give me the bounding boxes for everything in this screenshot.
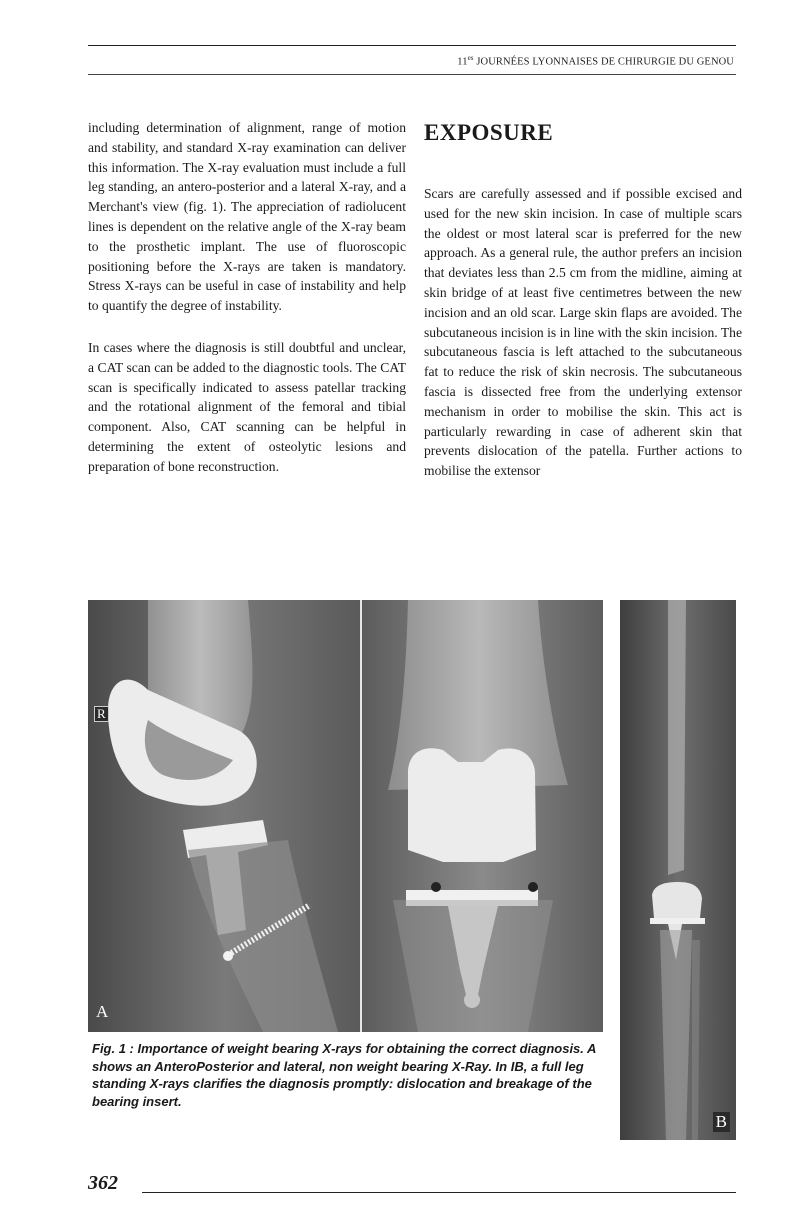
header-rule-bottom <box>88 74 736 75</box>
footer-rule <box>142 1192 736 1193</box>
page-number: 362 <box>88 1172 118 1194</box>
figure-caption: Fig. 1 : Importance of weight bearing X-rays for obtaining the correct diagnosis. A shows an AnteroPosterior and lateral, non weight bearing X-Ray. In IB, a full leg standing X-rays clarifies the diagnosis promptly: dislocation and breakage of the bearing insert. <box>92 1041 596 1109</box>
xray-illustration-a <box>88 600 603 1032</box>
header-rule-top <box>88 45 736 46</box>
figure-label-b: B <box>713 1112 730 1132</box>
xray-image-b <box>620 600 736 1140</box>
xray-image-a <box>88 600 603 1032</box>
right-column <box>424 118 742 481</box>
figure-label-a: A <box>96 1002 109 1021</box>
xray-illustration-b <box>620 600 736 1140</box>
left-paragraph-1: including determination of alignment, range of motion and stability, and standard X-ray examination can deliver this information. The X-ray evaluation must include a full leg standing, an antero-posterior and a lateral X-ray, and a Merchant's view (fig. 1). The appreciation of radiolucent lines is dependent on the relative angle of the X-ray beam to the prosthetic implant. The use of fluoroscopic positioning before the X-rays are taken is mandatory. Stress X-rays can be useful in case of instability and help to quantify the degree of instability. <box>88 120 406 314</box>
right-paragraph-1: Scars are carefully assessed and if possible excised and used for the new skin incision. In case of multiple scars the oldest or most lateral scar is preferred for the new approach. As a general rule, the author prefers an incision that deviates less than 2.5 cm from the midline, aiming at skin bridge of at least five centimetres between the new incision and an old scar. Large skin flaps are avoided. The subcutaneous incision is in line with the skin incision. The subcutaneous fascia is left attached to the subcutaneous fat to reduce the risk of skin necrosis. The subcutaneous fascia is dissected free from the underlying extensor mechanism in order to mobilise the skin. This act is particularly rewarding in case of adherent skin that prevents dislocation of the patella. Further actions to mobilise the extensor <box>424 186 742 479</box>
left-paragraph-2: In cases where the diagnosis is still doubtful and unclear, a CAT scan can be added to the diagnostic tools. The CAT scan is specifically indicated to assess patellar tracking and the rotational alignment of the femoral and tibial component. Also, CAT scanning can be helpful in determining the extent of osteolytic lesions and preparation of bone reconstruction. <box>88 339 406 474</box>
side-marker-r: R <box>94 706 109 722</box>
running-head: $11^{es}$ JOURNÉES LYONNAISES DE CHIRURGIE DU GENOU <box>457 54 734 68</box>
section-title-exposure: EXPOSURE <box>424 120 554 145</box>
left-column <box>88 118 406 477</box>
